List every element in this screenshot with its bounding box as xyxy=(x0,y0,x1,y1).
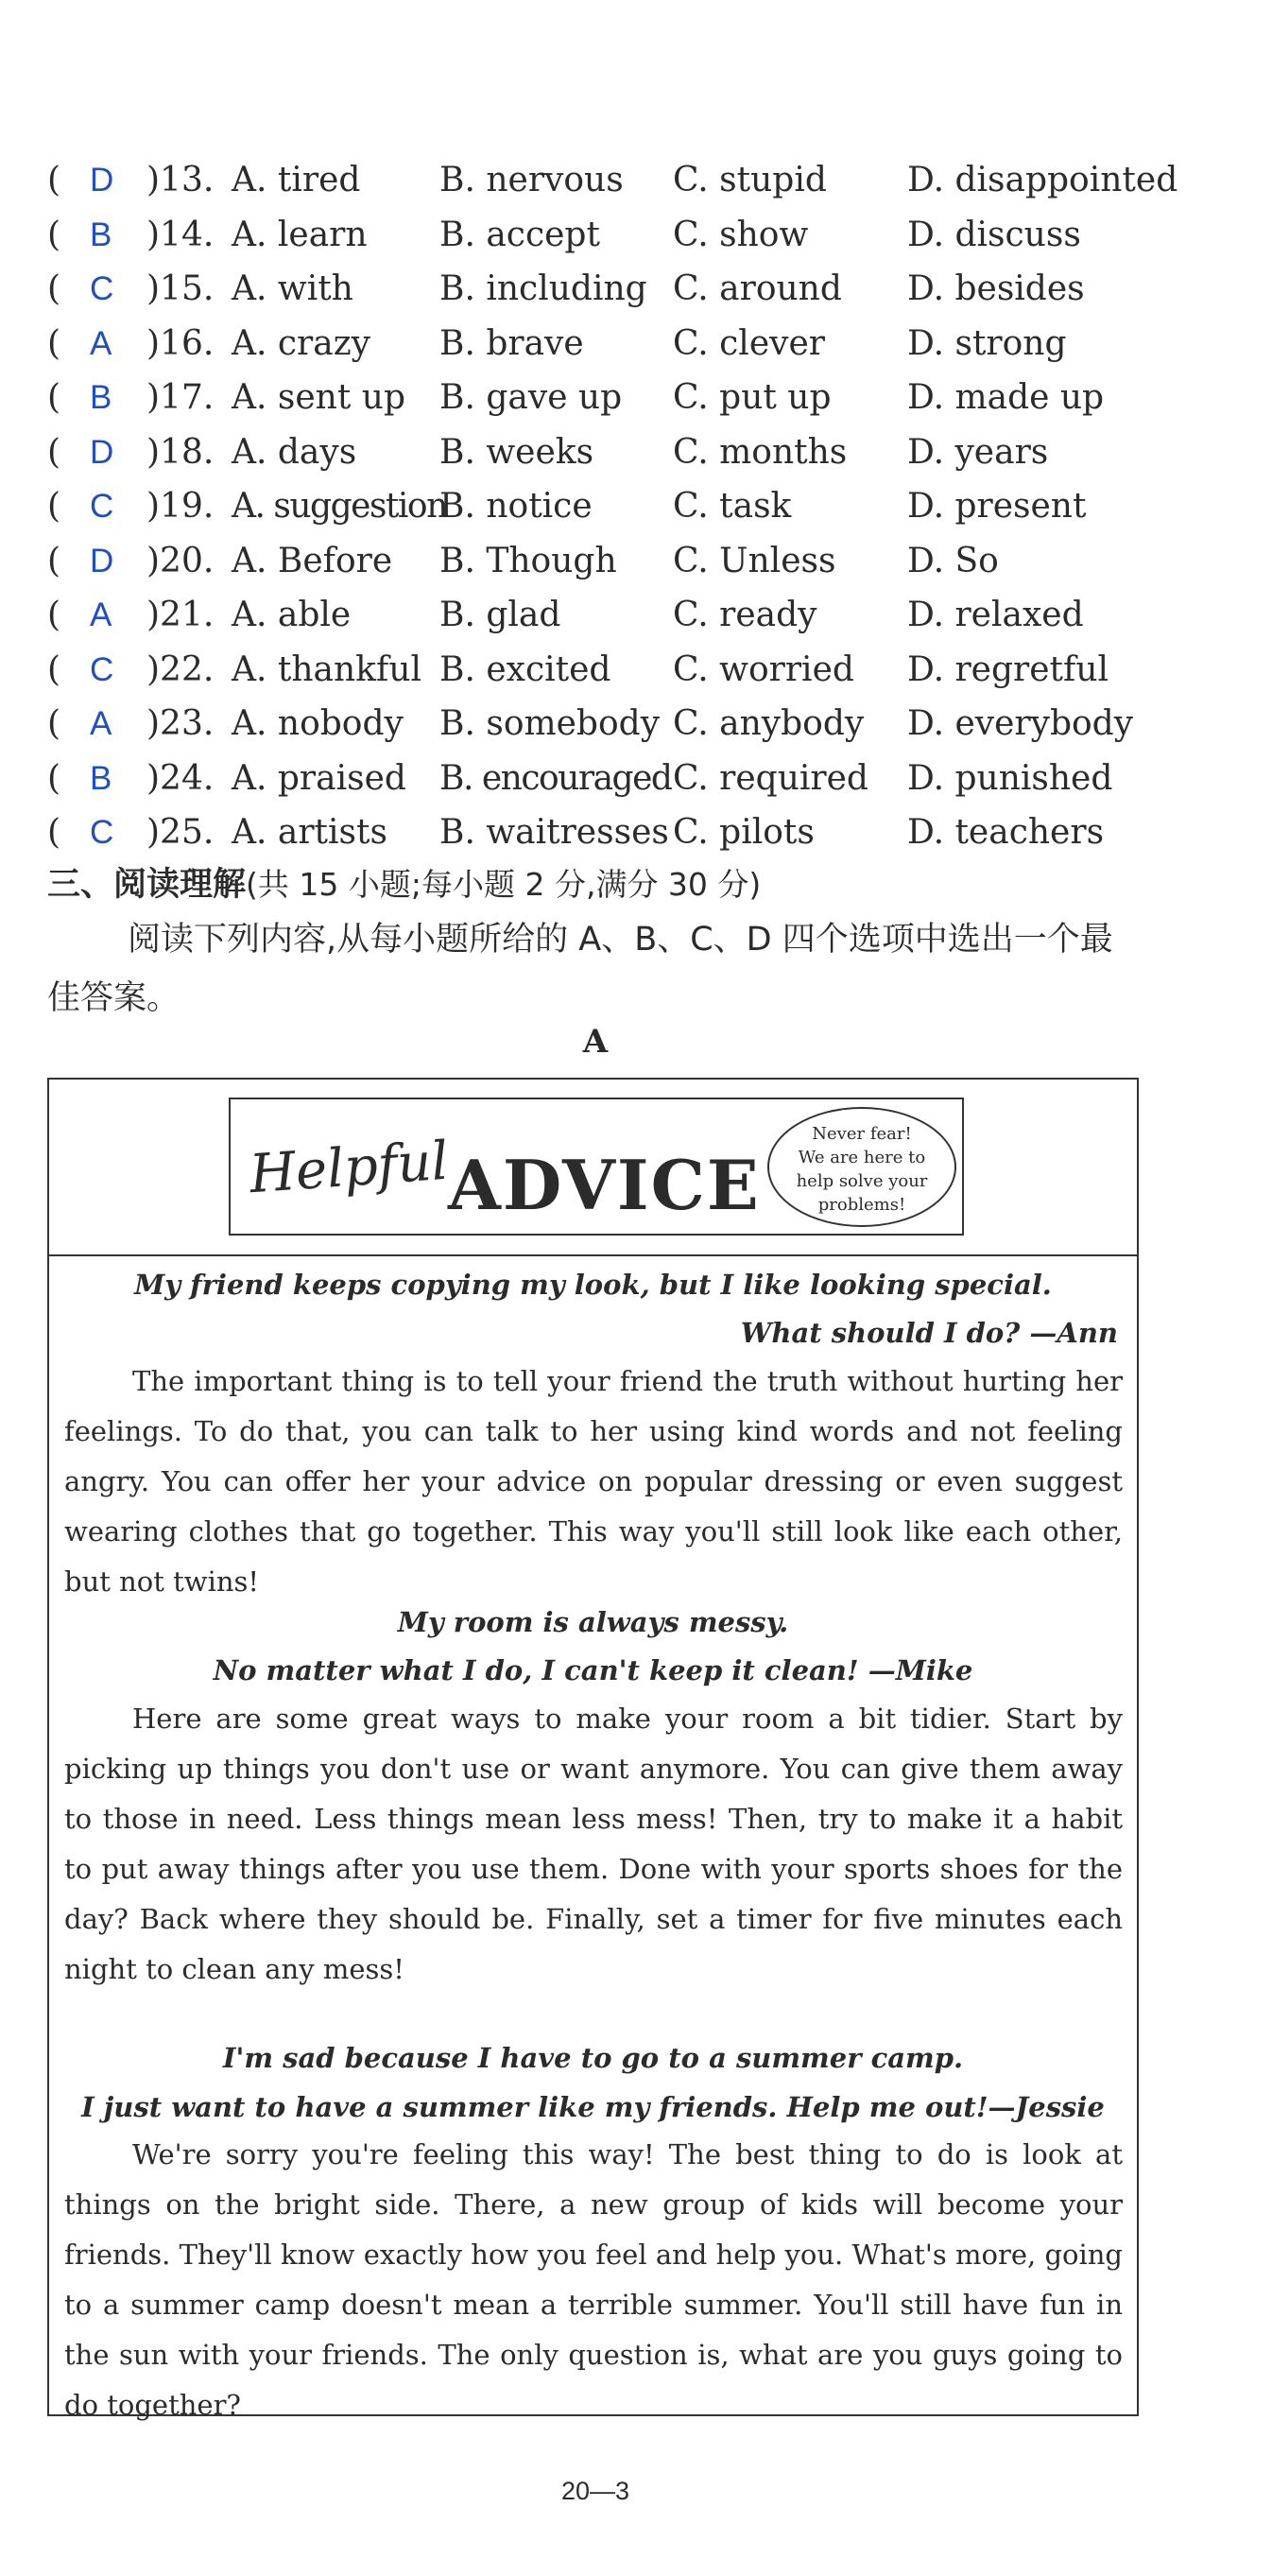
question-number: )13. xyxy=(146,161,215,199)
question-number: )19. xyxy=(146,487,215,526)
question-number: )21. xyxy=(146,596,215,634)
paren: ( xyxy=(47,649,61,689)
paren: ( xyxy=(47,269,61,308)
option-b: B. accept xyxy=(439,215,600,254)
letter-1-answer: The important thing is to tell your friend the truth without hurting her feelings. To do that, you can talk to her using kind words and not feeling angry. You can offer her your advice on popular dressing or even suggest wearing clothes that go together. This way you'll still look like each other, but not twins! xyxy=(64,1365,1123,1598)
option-c: C. Unless xyxy=(673,541,836,580)
question-row xyxy=(47,479,1181,534)
option-a: A. praised xyxy=(232,758,406,798)
option-b: B. glad xyxy=(439,596,561,634)
answer-letter: D xyxy=(90,162,114,199)
question-number: )20. xyxy=(146,541,215,580)
answer-letter: A xyxy=(90,324,112,362)
letter-3-signature: I just want to have a summer like my friends. Help me out!—Jessie xyxy=(81,2091,1105,2123)
letter-2-question: My room is always messy. xyxy=(397,1606,789,1638)
letter-1-signature: What should I do? —Ann xyxy=(740,1317,1118,1349)
answer-letter: C xyxy=(90,488,114,525)
letter-2-signature: No matter what I do, I can't keep it clean! —Mike xyxy=(213,1654,973,1686)
option-d: D. discuss xyxy=(907,215,1081,254)
option-b: B. excited xyxy=(439,649,611,689)
option-d: D. punished xyxy=(907,758,1113,798)
answer-letter: D xyxy=(90,542,114,579)
passage-box xyxy=(47,1078,1139,2421)
option-c: C. months xyxy=(673,432,848,472)
question-row xyxy=(47,153,1181,208)
question-row xyxy=(47,425,1181,480)
answer-letter: B xyxy=(90,216,112,253)
option-a: A. with xyxy=(232,269,353,308)
paren: ( xyxy=(47,378,61,417)
paren: ( xyxy=(47,596,61,634)
bubble-line: problems! xyxy=(817,1195,906,1215)
option-c: C. required xyxy=(673,758,868,798)
question-number: )25. xyxy=(146,813,215,852)
option-c: C. pilots xyxy=(673,813,815,852)
option-d: D. relaxed xyxy=(907,596,1084,634)
option-b: B. Though xyxy=(439,541,617,580)
option-b: B. encouraged xyxy=(439,758,672,798)
banner-area xyxy=(49,1080,1137,1256)
speech-bubble xyxy=(767,1107,956,1227)
option-d: D. years xyxy=(907,432,1049,472)
paren: ( xyxy=(47,758,61,798)
answer-letter: B xyxy=(90,759,112,797)
banner-helpful-text: Helpful xyxy=(247,1130,451,1206)
option-a: A. nobody xyxy=(232,704,404,743)
paren: ( xyxy=(47,323,61,363)
answer-letter: C xyxy=(90,814,114,851)
option-d: D. present xyxy=(907,487,1087,526)
option-d: D. everybody xyxy=(907,704,1134,743)
question-row xyxy=(47,317,1181,372)
answer-letter: D xyxy=(90,433,114,471)
answer-letter: A xyxy=(90,596,112,633)
question-number: )22. xyxy=(146,649,215,689)
question-number: )18. xyxy=(146,432,215,472)
passage-label: A xyxy=(582,1023,609,1061)
option-c: C. worried xyxy=(673,649,854,689)
question-number: )23. xyxy=(146,704,215,743)
option-a: A. Before xyxy=(232,541,393,580)
option-b: B. brave xyxy=(439,323,584,363)
option-a: A. thankful xyxy=(232,649,422,689)
option-d: D. made up xyxy=(907,378,1105,417)
option-a: A. learn xyxy=(232,215,368,254)
question-row xyxy=(47,534,1181,589)
page-number: 20—3 xyxy=(560,2477,630,2505)
answer-key xyxy=(47,153,1181,860)
letter-1-question: My friend keeps copying my look, but I like looking special. xyxy=(134,1269,1052,1301)
option-d: D. regretful xyxy=(907,649,1109,689)
question-row xyxy=(47,371,1181,425)
option-b: B. nervous xyxy=(439,161,624,199)
option-c: C. task xyxy=(673,487,792,526)
option-d: D. So xyxy=(907,541,999,580)
option-b: B. including xyxy=(439,269,647,308)
option-d: D. disappointed xyxy=(907,161,1178,199)
question-number: )15. xyxy=(146,269,215,308)
question-number: )24. xyxy=(146,758,215,798)
bubble-line: We are here to xyxy=(798,1148,926,1167)
paren: ( xyxy=(47,161,61,199)
option-d: D. strong xyxy=(907,323,1067,363)
banner-advice-text: ADVICE xyxy=(448,1145,761,1225)
question-row xyxy=(47,643,1181,698)
paren: ( xyxy=(47,813,61,852)
paren: ( xyxy=(47,704,61,743)
question-row xyxy=(47,588,1181,643)
option-b: B. notice xyxy=(439,487,593,526)
section-title: 三、阅读理解 xyxy=(47,866,247,904)
option-a: A. sent up xyxy=(232,378,405,417)
option-b: B. waitresses xyxy=(439,813,669,852)
paren: ( xyxy=(47,215,61,254)
option-c: C. put up xyxy=(673,378,832,417)
section-heading xyxy=(47,858,761,906)
question-row xyxy=(47,805,1181,860)
letter-3-answer: We're sorry you're feeling this way! The best thing to do is look at things on the bright side. There, a new group of kids will become your friends. They'll know exactly how you feel and help you. What's more, going to a summer camp doesn't mean a terrible summer. You'll still have fun in the sun with your friends. The only question is, what are you guys going to do together? xyxy=(64,2138,1123,2421)
option-c: C. stupid xyxy=(673,161,827,199)
option-a: A. artists xyxy=(232,813,387,852)
letter-2-answer: Here are some great ways to make your room a bit tidier. Start by picking up things you don't use or want anymore. You can give them away to those in need. Less things mean less mess! Then, try to make it a habit to put away things after you use them. Done with your sports shoes for the day? Back where they should be. Finally, set a timer for five minutes each night to clean any mess! xyxy=(64,1703,1123,1985)
helpful-advice-banner xyxy=(229,1098,964,1236)
paren: ( xyxy=(47,541,61,580)
section-instruction: 阅读下列内容,从每小题所给的 A、B、C、D 四个选项中选出一个最佳答案。 xyxy=(47,921,1113,1017)
question-number: )17. xyxy=(146,378,215,417)
question-number: )14. xyxy=(146,215,215,254)
option-a: A. crazy xyxy=(232,323,371,363)
section-scoring-note: (共 15 小题;每小题 2 分,满分 30 分) xyxy=(246,866,762,903)
answer-letter: B xyxy=(90,379,112,416)
option-a: A. suggestion xyxy=(232,487,447,526)
option-c: C. ready xyxy=(673,596,817,634)
question-row xyxy=(47,208,1181,263)
paren: ( xyxy=(47,432,61,472)
option-b: B. gave up xyxy=(439,378,623,417)
option-b: B. somebody xyxy=(439,704,661,743)
bubble-line: help solve your xyxy=(796,1171,928,1191)
question-row xyxy=(47,262,1181,317)
option-d: D. besides xyxy=(907,269,1085,308)
answer-letter: A xyxy=(90,705,112,742)
paren: ( xyxy=(47,487,61,526)
option-c: C. show xyxy=(673,215,809,254)
question-row xyxy=(47,697,1181,752)
option-c: C. anybody xyxy=(673,704,865,743)
option-b: B. weeks xyxy=(439,432,594,472)
option-c: C. around xyxy=(673,269,842,308)
question-row xyxy=(47,752,1181,806)
option-a: A. days xyxy=(232,432,357,472)
option-a: A. able xyxy=(232,596,352,634)
question-number: )16. xyxy=(146,323,215,363)
bubble-line: Never fear! xyxy=(812,1124,912,1144)
answer-letter: C xyxy=(90,270,114,307)
answer-letter: C xyxy=(90,650,114,688)
option-a: A. tired xyxy=(232,161,361,199)
option-c: C. clever xyxy=(673,323,825,363)
option-d: D. teachers xyxy=(907,813,1105,852)
letter-3-question: I'm sad because I have to go to a summer camp. xyxy=(222,2042,964,2074)
